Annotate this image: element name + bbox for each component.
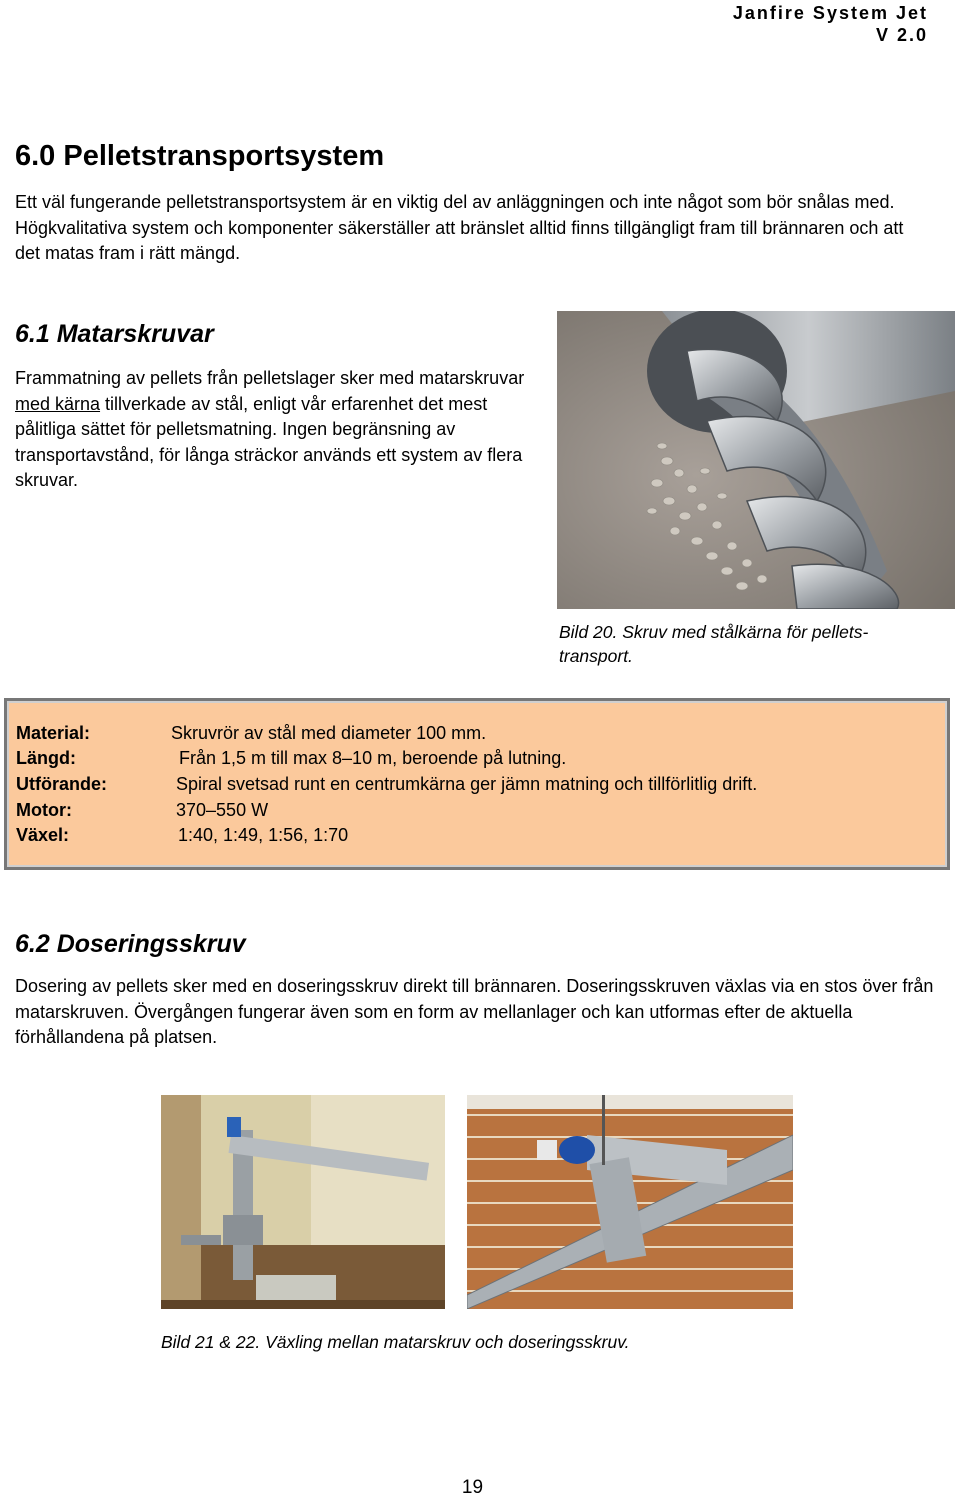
spec-label: Utförande:	[16, 774, 107, 794]
section-6-2-heading: 6.2 Doseringsskruv	[15, 930, 246, 958]
page-number: 19	[461, 1477, 484, 1498]
section-6-1-heading: 6.1 Matarskruvar	[15, 320, 214, 348]
specification-box	[4, 698, 950, 870]
header-version: V 2.0	[875, 25, 928, 45]
photo-screw-steel-core	[557, 311, 955, 609]
section-6-1-text-part2: tillverkade av stål, enligt vår erfarenhet det mest pålitliga sättet för pelletsmatning. Ingen begränsning av transportavstånd, för långa sträckor används ett system av flera skruvar.	[15, 393, 523, 490]
spec-value: Skruvrör av stål med diameter 100 mm.	[171, 723, 487, 743]
photo-bild-21	[161, 1095, 445, 1309]
spec-value: Från 1,5 m till max 8–10 m, beroende på lutning.	[179, 748, 567, 768]
photo-bild-22	[467, 1095, 793, 1309]
section-6-1-paragraph	[15, 366, 540, 494]
spec-label: Längd:	[16, 748, 76, 768]
photo-caption-bild-20: Bild 20. Skruv med stålkärna för pellets-transport.	[559, 622, 869, 666]
page-title: 6.0 Pelletstransportsystem	[15, 140, 385, 172]
spec-value: Spiral svetsad runt en centrumkärna ger jämn matning och tillförlitlig drift.	[176, 774, 758, 794]
section-6-1-underlined-text: med kärna	[15, 393, 101, 414]
document-header	[733, 2, 928, 46]
spec-label: Motor:	[16, 800, 72, 820]
photo-caption-bild-21-22: Bild 21 & 22. Växling mellan matarskruv och doseringsskruv.	[161, 1332, 630, 1352]
spec-label: Material:	[16, 723, 91, 743]
spec-value: 1:40, 1:49, 1:56, 1:70	[178, 825, 349, 845]
spec-label: Växel:	[16, 825, 70, 845]
spec-value: 370–550 W	[176, 800, 269, 820]
section-6-1-text-part1: Frammatning av pellets från pelletslager sker med matarskruvar	[15, 368, 525, 388]
header-title: Janfire System Jet	[732, 3, 928, 23]
intro-paragraph: Ett väl fungerande pelletstransportsystem är en viktig del av anläggningen och inte något som bör snålas med. Högkvalitativa system och komponenter säkerställer att bränslet alltid finns tillgängligt fram till brännaren och att det matas fram i rätt mängd.	[15, 192, 904, 263]
section-6-2-paragraph: Dosering av pellets sker med en doseringsskruv direkt till brännaren. Doseringsskruven växlas via en stos över från matarskruven. Övergången fungerar även som en form av mellanlager och kan utformas efter de aktuella förhållandena på platsen.	[15, 976, 934, 1047]
